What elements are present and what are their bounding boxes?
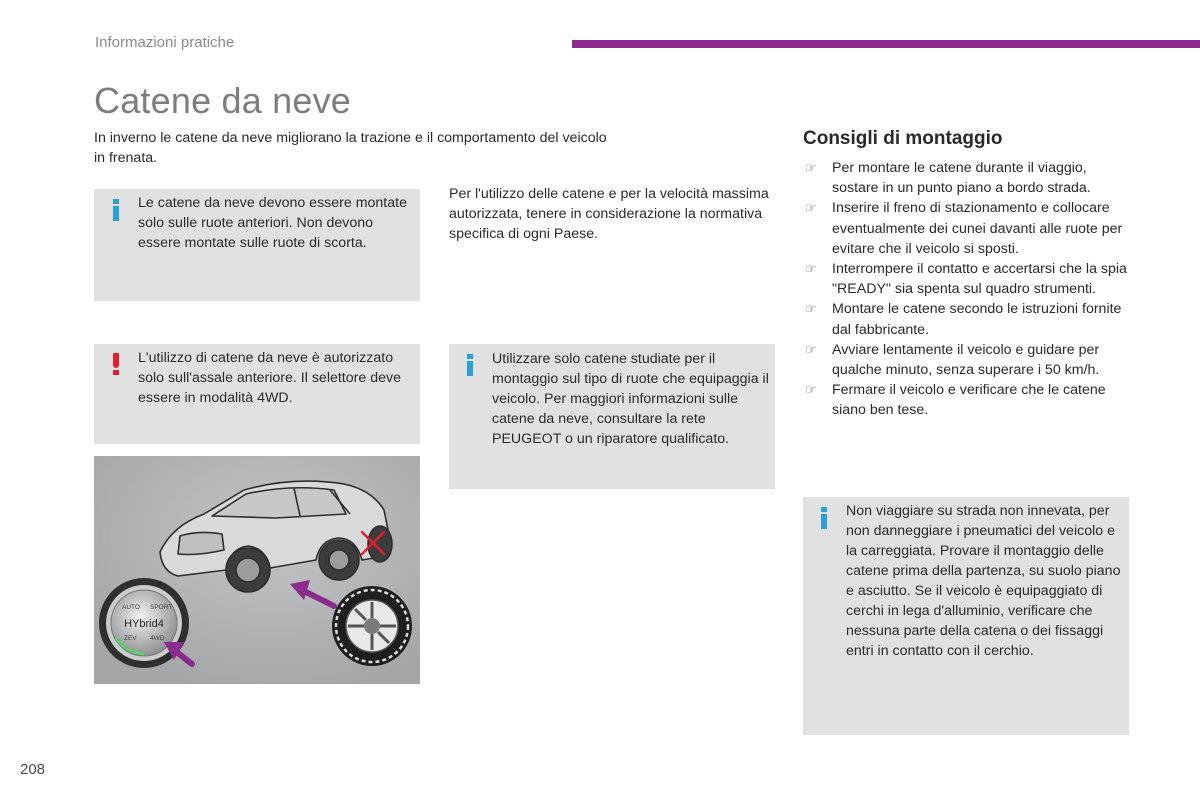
info-icon [466,354,475,376]
page-number: 208 [20,761,46,778]
svg-text:4WD: 4WD [150,635,165,642]
step-text: Per montare le catene durante il viaggio, sostare in un punto piano a bordo strada. [832,160,1091,197]
chained-wheel [332,586,412,666]
list-item [803,198,1133,259]
mounting-title: Consigli di montaggio [803,128,1003,149]
svg-text:ZEV: ZEV [124,635,137,642]
info-box-text: Le catene da neve devono essere montate solo sulle ruote anteriori. Non devono essere montate sulle ruote di scorta. [138,195,407,251]
info-box-text: Non viaggiare su strada non innevata, per non danneggiare i pneumatici del veicolo e la carreggiata. Provare il montaggio delle catene prima della partenza, su suolo piano e asciutto. Se il veicolo è equipaggiato di cerchi in lega d'alluminio, verificare che nessuna parte della catena o dei fissaggi entri in contatto con il cerchio. [846,503,1121,659]
info-box-specific-chains [449,344,775,489]
page-title: Catene da neve [94,80,351,121]
step-text: Inserire il freno di stazionamento e collocare eventualmente dei cunei davanti alle ruote per evitare che il veicolo si sposti. [832,200,1123,257]
list-item [803,158,1133,198]
pointing-hand-icon: ☞ [805,261,817,277]
warning-box-text: L'utilizzo di catene da neve è autorizzato solo sull'assale anteriore. Il selettore deve essere in modalità 4WD. [138,350,401,406]
mounting-steps [803,158,1133,421]
info-icon [820,507,829,529]
info-box-unsnowed-road [803,497,1129,735]
step-text: Avviare lentamente il veicolo e guidare per qualche minuto, senza superare i 50 km/h. [832,341,1100,379]
header-accent-bar [572,40,1200,48]
step-text: Fermare il veicolo e verificare che le catene siano ben tese. [832,382,1106,419]
list-item [803,299,1133,339]
warning-icon [112,353,120,375]
svg-text:AUTO: AUTO [122,604,140,611]
info-icon [112,199,121,221]
info-box-front-wheels [94,189,420,301]
pointing-hand-icon: ☞ [805,341,817,357]
regulation-note: Per l'utilizzo delle catene e per la velocità massima autorizzata, tenere in considerazione la normativa specifica di ogni Paese. [449,186,769,242]
snow-chains-illustration [94,456,420,684]
intro-text: In inverno le catene da neve migliorano la trazione e il comportamento del veicolo in frenata. [94,130,607,166]
pointing-hand-icon: ☞ [805,160,817,175]
info-box-text: Utilizzare solo catene studiate per il montaggio sul tipo di ruote che equipaggia il veicolo. Per maggiori informazioni sulle catene da neve, consultare la rete PEUGEOT o un riparatore qualificato. [492,351,769,447]
step-text: Interrompere il contatto e accertarsi che la spia "READY" sia spenta sul quadro strumenti. [832,261,1127,298]
list-item [803,380,1133,420]
svg-text:SPORT: SPORT [150,604,173,611]
list-item [803,259,1133,299]
section-label: Informazioni pratiche [95,34,235,51]
pointing-hand-icon: ☞ [805,200,817,216]
svg-text:HYbrid4: HYbrid4 [124,618,164,630]
list-item [803,340,1133,380]
warning-box-4wd [94,344,420,444]
step-text: Montare le catene secondo le istruzioni fornite dal fabbricante. [832,301,1122,338]
pointing-hand-icon: ☞ [805,301,817,317]
pointing-hand-icon: ☞ [805,382,817,398]
illustration-drawing [94,456,420,684]
